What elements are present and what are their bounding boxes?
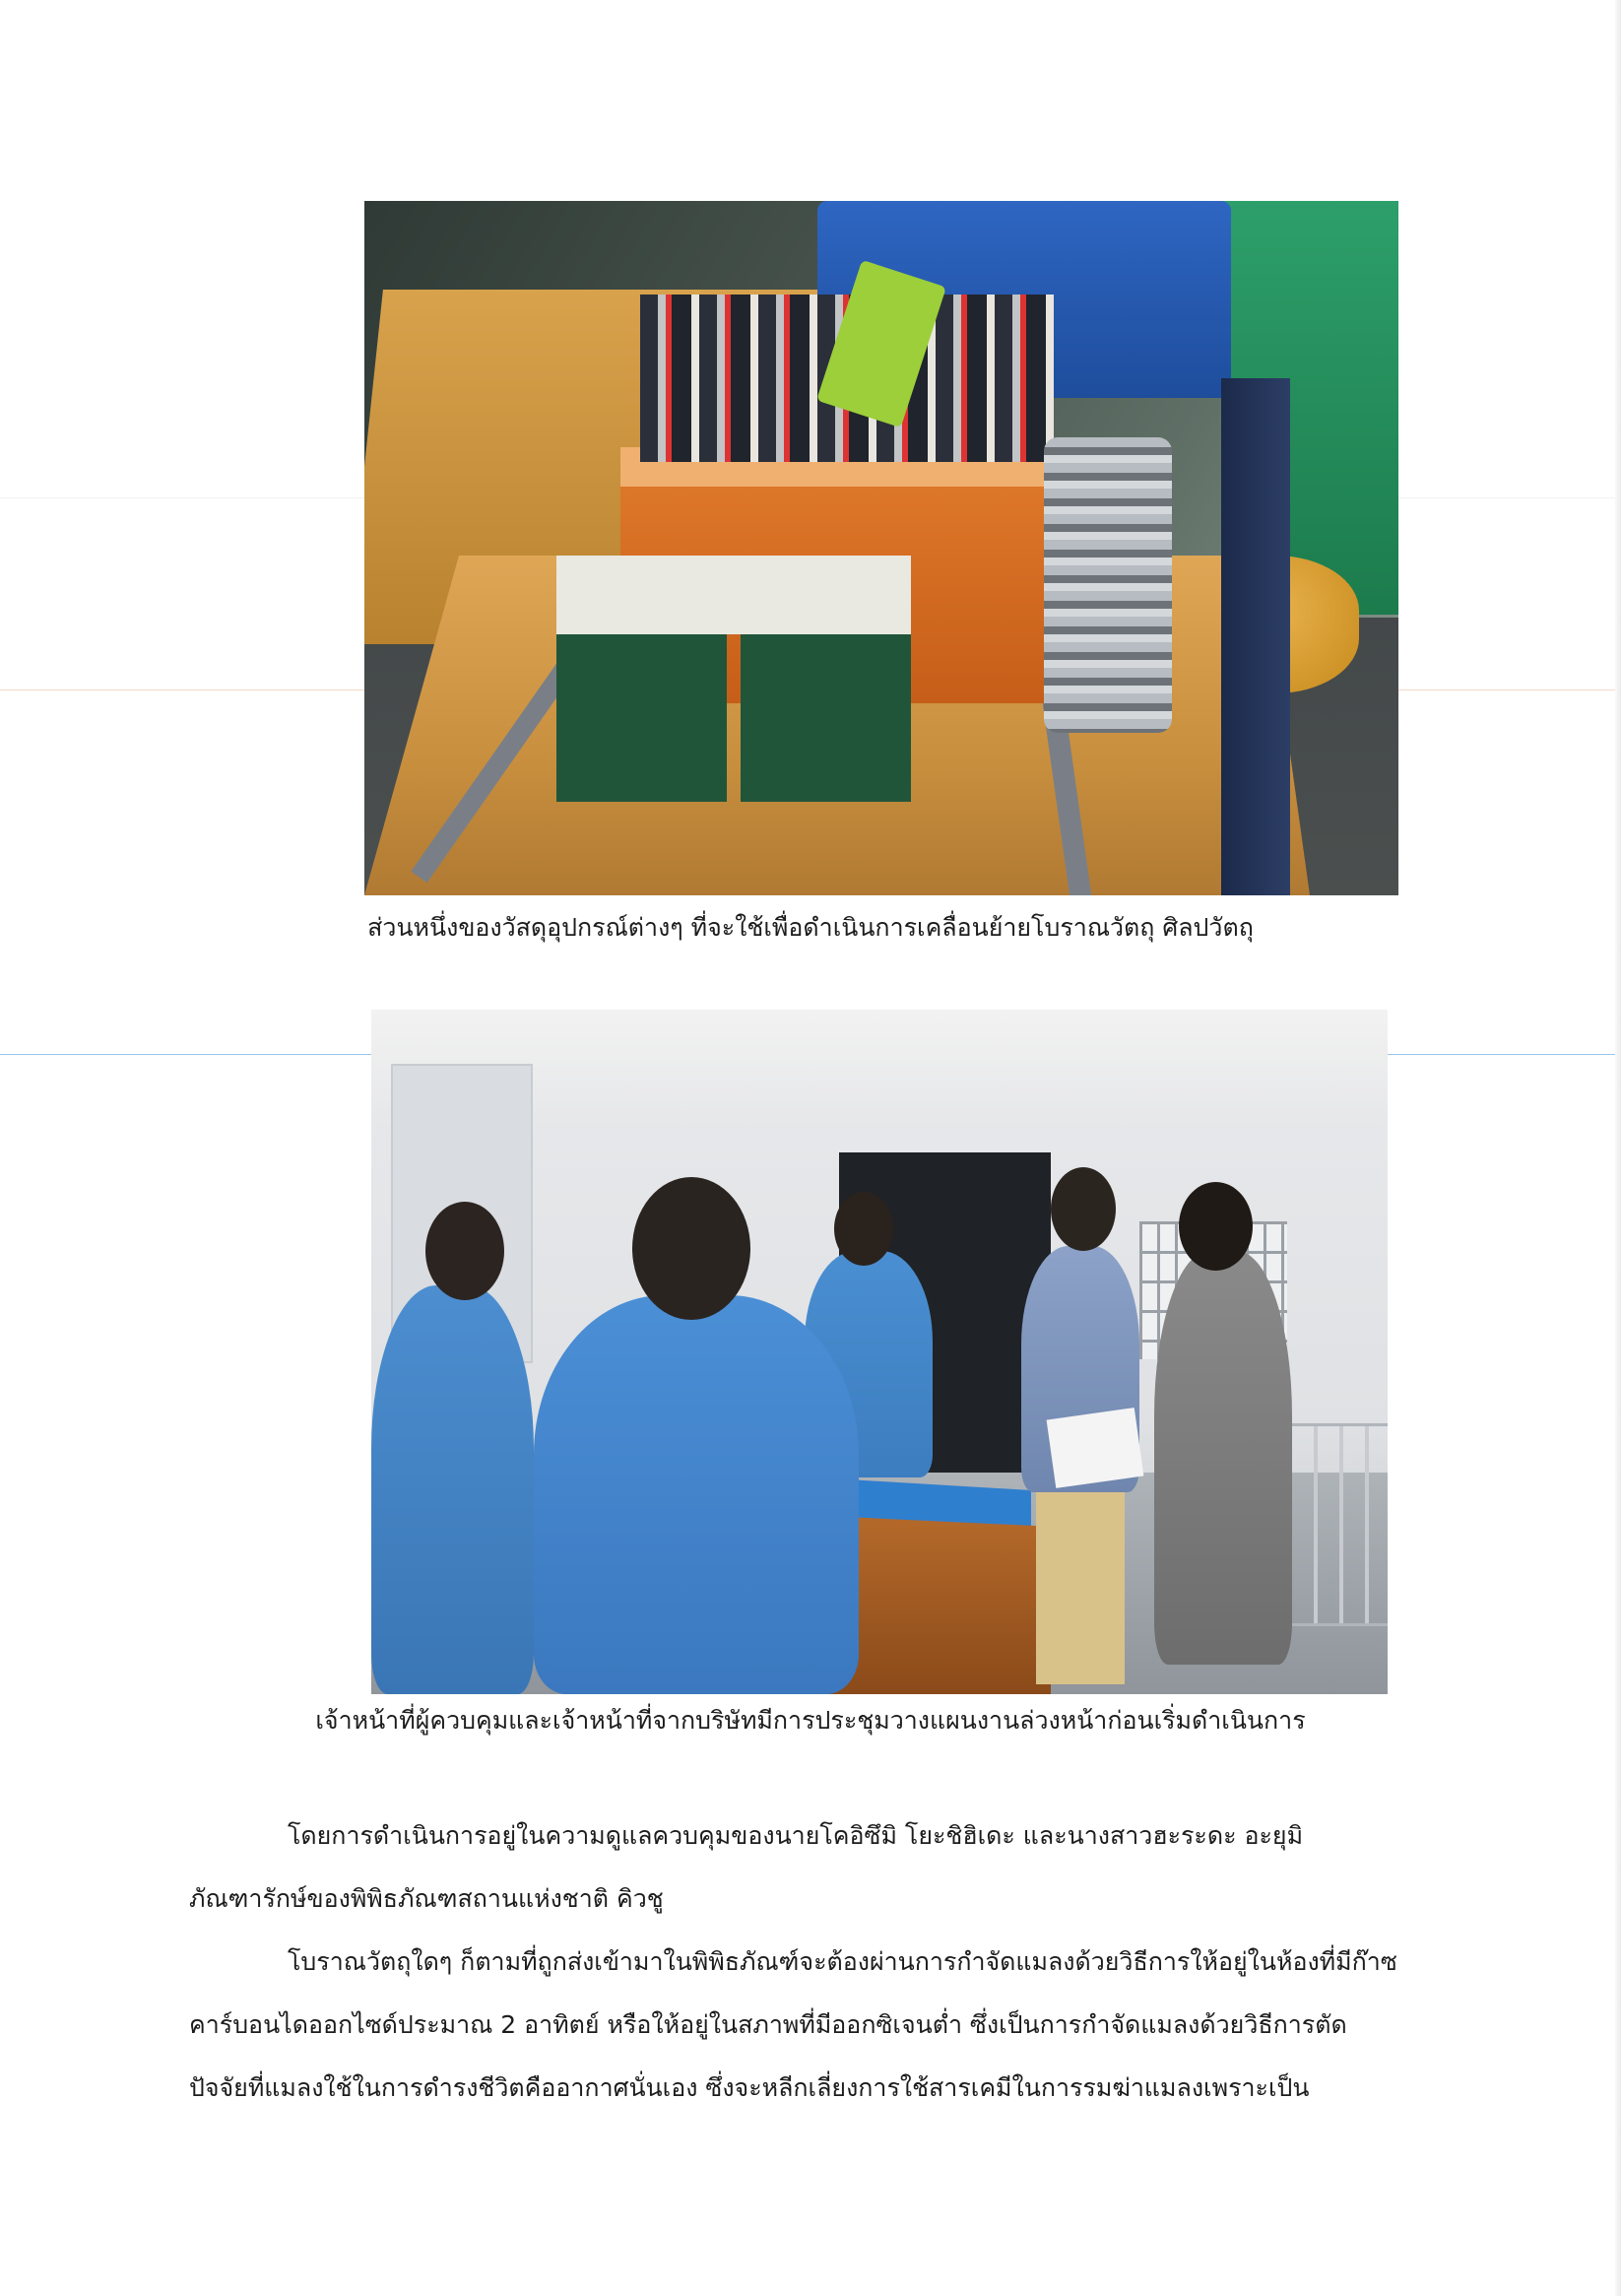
page-edge-shadow [1615, 0, 1621, 2296]
paragraph-line: ปัจจัยที่แมลงใช้ในการดำรงชีวิตคืออากาศนั่นเอง ซึ่งจะหลีกเลี่ยงการใช้สารเคมีในการรมฆ่าแมลงเพราะเป็น [189, 2073, 1310, 2102]
paragraph-line: โดยการดำเนินการอยู่ในความดูแลควบคุมของนายโคอิซึมิ โยะชิฮิเดะ และนางสาวฮะระดะ อะยุมิ [288, 1821, 1304, 1850]
figure-caption-1: ส่วนหนึ่งของวัสดุอุปกรณ์ต่างๆ ที่จะใช้เพื่อดำเนินการเคลื่อนย้ายโบราณวัตถุ ศิลปวัตถุ [367, 913, 1254, 942]
tools-photo [364, 201, 1398, 895]
dark-pole [1221, 378, 1290, 895]
paragraph-line: ภัณฑารักษ์ของพิพิธภัณฑสถานแห่งชาติ คิวชู [189, 1884, 664, 1913]
meeting-photo [371, 1010, 1388, 1694]
person-head [425, 1202, 504, 1300]
paragraph [189, 1931, 1469, 2120]
document-sheet [1047, 1408, 1144, 1488]
person-head [1179, 1182, 1253, 1271]
person-legs [1036, 1477, 1125, 1684]
person [371, 1285, 534, 1694]
figure-caption-2: เจ้าหน้าที่ผู้ควบคุมและเจ้าหน้าที่จากบริษัทมีการประชุมวางแผนงานล่วงหน้าก่อนเริ่มดำเนินการ [315, 1706, 1306, 1735]
screw-boxes-label [556, 556, 911, 634]
paragraph-line: โบราณวัตถุใดๆ ก็ตามที่ถูกส่งเข้ามาในพิพิธภัณฑ์จะต้องผ่านการกำจัดแมลงด้วยวิธีการให้อยู่ในห้องที่มีก๊าซ [288, 1947, 1397, 1976]
body-text [189, 1804, 1469, 2120]
paragraph-line: คาร์บอนไดออกไซด์ประมาณ 2 อาทิตย์ หรือให้อยู่ในสภาพที่มีออกซิเจนต่ำ ซึ่งเป็นการกำจัดแมลงด้วยวิธีการตัด [189, 2010, 1347, 2039]
socket-set [1044, 437, 1172, 733]
person-head [1051, 1167, 1116, 1251]
person [1154, 1251, 1292, 1665]
person [534, 1295, 859, 1694]
person-head [834, 1192, 893, 1266]
paragraph [189, 1804, 1469, 1931]
person-head [632, 1177, 750, 1320]
